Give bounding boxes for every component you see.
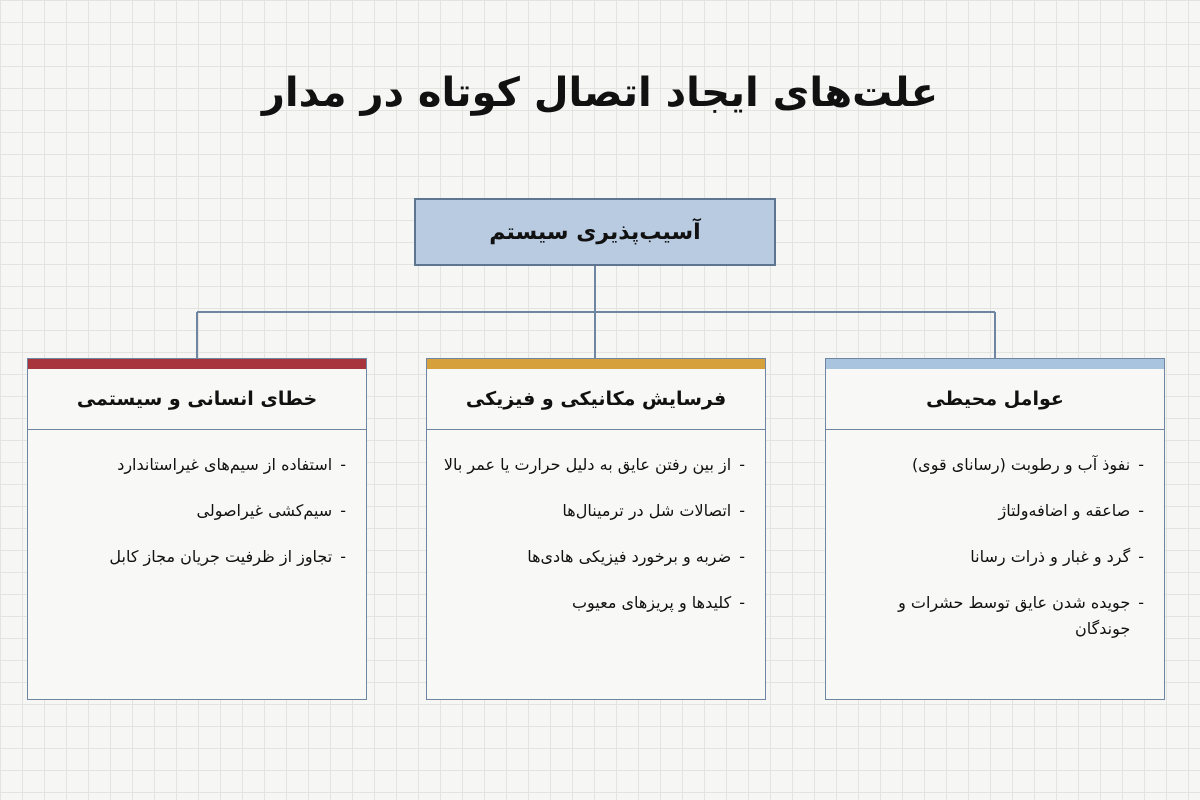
card-title: خطای انسانی و سیستمی bbox=[28, 369, 366, 430]
list-item-text: استفاده از سیم‌های غیراستاندارد bbox=[117, 455, 333, 474]
card-color-bar bbox=[427, 359, 765, 369]
list-item bbox=[443, 590, 745, 616]
bullet-dash: - bbox=[340, 547, 346, 566]
list-item-text: سیم‌کشی غیراصولی bbox=[196, 501, 333, 520]
root-node bbox=[414, 198, 776, 266]
category-card-human-error bbox=[27, 358, 367, 700]
bullet-dash: - bbox=[739, 547, 745, 566]
list-item bbox=[842, 590, 1144, 642]
list-item-text: کلیدها و پریزهای معیوب bbox=[571, 593, 732, 612]
list-item bbox=[443, 498, 745, 524]
list-item-text: صاعقه و اضافه‌ولتاژ bbox=[998, 501, 1131, 520]
list-item-text: نفوذ آب و رطوبت (رسانای قوی) bbox=[911, 455, 1131, 474]
bullet-dash: - bbox=[739, 593, 745, 612]
list-item-text: جویده شدن عایق توسط حشرات و جوندگان bbox=[898, 593, 1131, 638]
list-item-text: ضربه و برخورد فیزیکی هادی‌ها bbox=[527, 547, 732, 566]
list-item-text: تجاوز از ظرفیت جریان مجاز کابل bbox=[109, 547, 333, 566]
list-item-text: گرد و غبار و ذرات رسانا bbox=[970, 547, 1131, 566]
category-card-mechanical bbox=[426, 358, 766, 700]
bullet-dash: - bbox=[1138, 455, 1144, 474]
list-item-text: از بین رفتن عایق به دلیل حرارت یا عمر بالا bbox=[443, 455, 732, 474]
bullet-dash: - bbox=[739, 501, 745, 520]
list-item bbox=[44, 544, 346, 570]
bullet-dash: - bbox=[739, 455, 745, 474]
bullet-dash: - bbox=[1138, 501, 1144, 520]
card-item-list bbox=[826, 430, 1164, 642]
bullet-dash: - bbox=[340, 501, 346, 520]
diagram-title: علت‌های ایجاد اتصال کوتاه در مدار bbox=[261, 70, 939, 116]
card-color-bar bbox=[826, 359, 1164, 369]
list-item bbox=[44, 498, 346, 524]
list-item bbox=[842, 498, 1144, 524]
root-label: آسیب‌پذیری سیستم bbox=[489, 219, 701, 245]
card-item-list bbox=[427, 430, 765, 616]
list-item bbox=[443, 452, 745, 478]
list-item bbox=[443, 544, 745, 570]
list-item-text: اتصالات شل در ترمینال‌ها bbox=[562, 501, 732, 520]
list-item bbox=[842, 544, 1144, 570]
list-item bbox=[842, 452, 1144, 478]
card-title: فرسایش مکانیکی و فیزیکی bbox=[427, 369, 765, 430]
bullet-dash: - bbox=[340, 455, 346, 474]
list-item bbox=[44, 452, 346, 478]
card-title: عوامل محیطی bbox=[826, 369, 1164, 430]
card-item-list bbox=[28, 430, 366, 570]
card-color-bar bbox=[28, 359, 366, 369]
bullet-dash: - bbox=[1138, 593, 1144, 612]
bullet-dash: - bbox=[1138, 547, 1144, 566]
category-card-environmental bbox=[825, 358, 1165, 700]
